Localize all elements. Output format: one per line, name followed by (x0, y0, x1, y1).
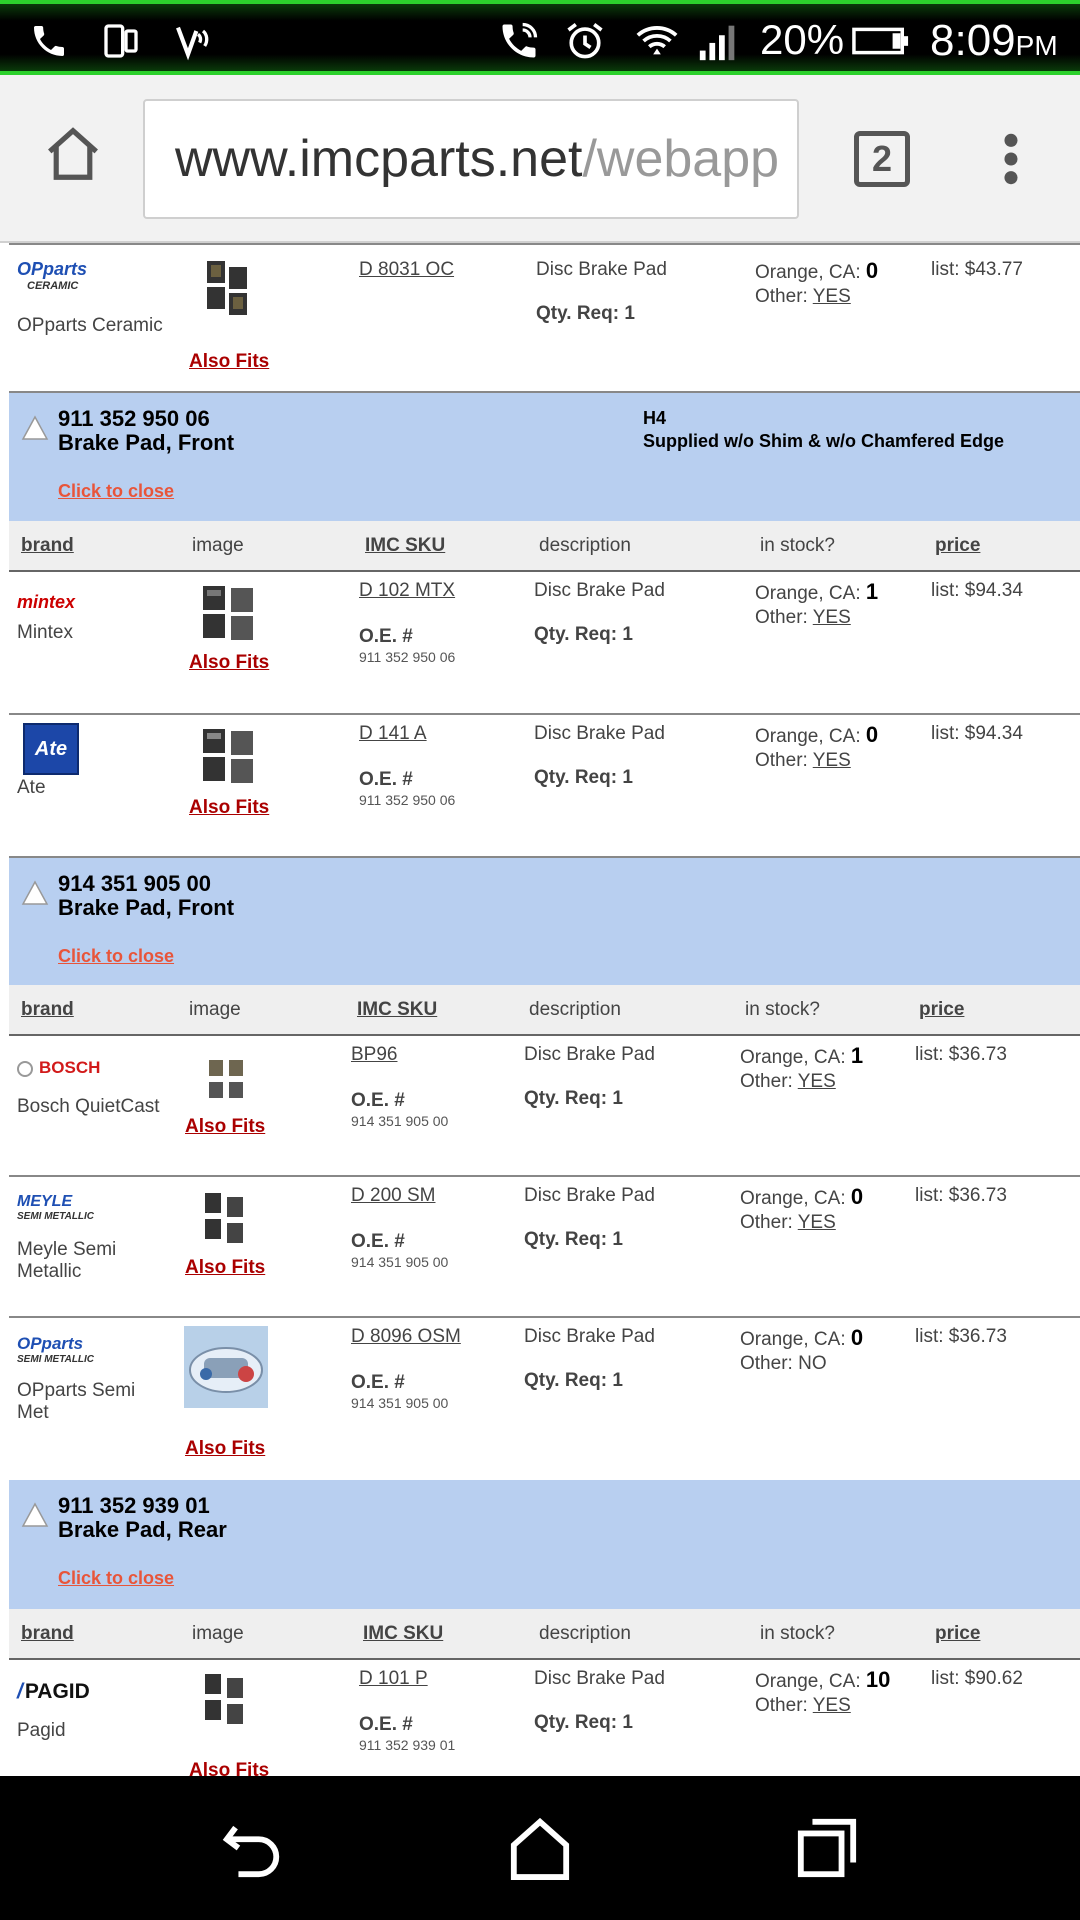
price: list: $36.73 (915, 1185, 1007, 1206)
qty-required: Qty. Req: 1 (534, 767, 633, 788)
product-thumbnail[interactable] (199, 1187, 259, 1249)
description: Disc Brake Pad (536, 259, 667, 280)
part-number: 911 352 939 01 (58, 1493, 210, 1518)
brand-name: Meyle Semi Metallic (17, 1239, 117, 1282)
qty-required: Qty. Req: 1 (524, 1229, 623, 1250)
part-title (58, 872, 234, 920)
oe-number: 914 351 905 00 (351, 1254, 449, 1270)
brand-name: OPparts Ceramic (17, 315, 163, 336)
orange-count: 0 (850, 1184, 864, 1209)
sku-link[interactable]: D 200 SM (351, 1185, 436, 1206)
phone-bluetooth-icon (98, 18, 144, 64)
note-text: Supplied w/o Shim & w/o Chamfered Edge (643, 431, 1005, 451)
price: list: $94.34 (931, 580, 1023, 601)
logo-text: OPparts (17, 259, 88, 279)
oe-number: 911 352 950 06 (359, 649, 456, 665)
brand-name: Bosch QuietCast (17, 1096, 160, 1117)
stock-info (755, 580, 878, 630)
navigation-bar (0, 1776, 1080, 1920)
brand-logo (17, 259, 87, 292)
table-row (9, 1318, 1080, 1480)
home-icon[interactable] (42, 123, 104, 185)
table-row (9, 243, 1080, 393)
qty-required: Qty. Req: 1 (536, 303, 635, 324)
home-nav-icon[interactable] (505, 1816, 575, 1880)
table-header (9, 521, 1080, 572)
oe-number: 911 352 939 01 (359, 1737, 456, 1753)
wifi-icon (634, 18, 680, 64)
sku-link[interactable]: D 101 P (359, 1668, 428, 1689)
product-thumbnail[interactable] (199, 725, 259, 787)
stock-info (740, 1044, 863, 1094)
part-number: 914 351 905 00 (58, 871, 211, 896)
recents-icon[interactable] (792, 1816, 862, 1880)
header-brand[interactable]: brand (21, 535, 74, 556)
phone-icon (26, 18, 72, 64)
orange-count: 0 (865, 258, 879, 283)
orange-label: Orange, CA: (755, 583, 861, 604)
oe-label: O.E. # (359, 1714, 413, 1735)
signal-icon (696, 18, 742, 64)
table-header (9, 1609, 1080, 1660)
clock-ampm: PM (1015, 30, 1058, 61)
url-path: /webapp (582, 130, 780, 188)
oe-label: O.E. # (359, 769, 413, 790)
orange-count: 0 (850, 1325, 864, 1350)
logo-sub: SEMI METALLIC (17, 1211, 95, 1222)
sku-link[interactable]: D 141 A (359, 723, 427, 744)
overflow-menu-icon[interactable] (998, 131, 1024, 187)
description: Disc Brake Pad (524, 1044, 655, 1065)
clock (930, 16, 1058, 66)
header-stock: in stock? (745, 999, 820, 1020)
sku-link[interactable]: D 102 MTX (359, 580, 456, 601)
table-row (9, 1177, 1080, 1318)
logo-text: MEYLE (17, 1193, 73, 1210)
other-stock-value: NO (798, 1353, 827, 1374)
header-price[interactable]: price (919, 999, 965, 1020)
qty-required: Qty. Req: 1 (524, 1088, 623, 1109)
description: Disc Brake Pad (524, 1185, 655, 1206)
other-label: Other: (755, 1695, 808, 1716)
collapse-triangle-icon[interactable] (21, 1502, 49, 1528)
also-fits-link[interactable]: Also Fits (189, 1760, 270, 1776)
header-price[interactable]: price (935, 535, 981, 556)
browser-toolbar (0, 75, 1080, 243)
back-icon[interactable] (218, 1816, 288, 1880)
logo-text: PAGID (24, 1680, 90, 1703)
also-fits-link[interactable]: Also Fits (185, 1116, 266, 1137)
other-stock-link[interactable]: YES (812, 286, 851, 307)
oe-label: O.E. # (351, 1090, 405, 1111)
part-name: Brake Pad, Front (58, 430, 235, 455)
collapse-triangle-icon[interactable] (21, 880, 49, 906)
voicemail-icon (170, 18, 216, 64)
header-brand[interactable]: brand (21, 1623, 74, 1644)
other-stock-link[interactable]: YES (797, 1212, 836, 1233)
oe-number: 914 351 905 00 (351, 1113, 449, 1129)
alarm-icon (562, 18, 608, 64)
description: Disc Brake Pad (534, 1668, 665, 1689)
wifi-calling-icon (496, 18, 542, 64)
table-header (9, 985, 1080, 1036)
table-row (9, 572, 1080, 715)
brand-name: Mintex (17, 622, 73, 643)
header-sku[interactable]: IMC SKU (365, 535, 446, 556)
orange-label: Orange, CA: (740, 1188, 846, 1209)
brand-name: Ate (17, 777, 46, 798)
also-fits-link[interactable]: Also Fits (185, 1257, 266, 1278)
oe-number: 914 351 905 00 (351, 1395, 449, 1411)
price: list: $36.73 (915, 1326, 1007, 1347)
price: list: $94.34 (931, 723, 1023, 744)
part-group-header[interactable] (9, 393, 1080, 521)
orange-label: Orange, CA: (740, 1047, 846, 1068)
oe-label: O.E. # (351, 1372, 405, 1393)
click-to-close-link[interactable]: Click to close (58, 946, 175, 966)
header-image: image (189, 999, 241, 1020)
part-number: 911 352 950 06 (58, 406, 210, 431)
header-sku[interactable]: IMC SKU (357, 999, 438, 1020)
status-bar (0, 0, 1080, 75)
logo-sub: SEMI METALLIC (17, 1354, 95, 1365)
clock-time: 8:09 (930, 16, 1016, 65)
stock-info (755, 259, 878, 309)
stock-info (755, 723, 878, 773)
oe-label: O.E. # (351, 1231, 405, 1252)
part-name: Brake Pad, Front (58, 895, 235, 920)
product-thumbnail[interactable] (184, 1326, 268, 1408)
battery-icon (852, 18, 910, 64)
header-price[interactable]: price (935, 1623, 981, 1644)
brand-logo (17, 1058, 100, 1078)
orange-count: 1 (865, 579, 879, 604)
description: Disc Brake Pad (534, 580, 665, 601)
other-label: Other: (755, 750, 808, 771)
orange-count: 1 (850, 1043, 864, 1068)
orange-label: Orange, CA: (740, 1329, 846, 1350)
part-name: Brake Pad, Rear (58, 1517, 227, 1542)
header-sku[interactable]: IMC SKU (363, 1623, 444, 1644)
part-group-header[interactable] (9, 1480, 1080, 1609)
stock-info (740, 1326, 863, 1376)
logo-text: OPparts (17, 1334, 84, 1353)
header-description: description (539, 535, 631, 556)
orange-label: Orange, CA: (755, 1671, 861, 1692)
orange-count: 0 (865, 722, 879, 747)
orange-label: Orange, CA: (755, 726, 861, 747)
battery-percent: 20% (760, 16, 845, 63)
url-bar[interactable] (143, 99, 799, 219)
description: Disc Brake Pad (534, 723, 665, 744)
table-row (9, 1036, 1080, 1177)
click-to-close-link[interactable]: Click to close (58, 1568, 175, 1588)
brand-logo (17, 1193, 94, 1222)
qty-required: Qty. Req: 1 (534, 1712, 633, 1733)
collapse-triangle-icon[interactable] (21, 415, 49, 441)
also-fits-link[interactable]: Also Fits (189, 351, 270, 372)
product-thumbnail[interactable] (197, 1048, 257, 1110)
header-brand[interactable]: brand (21, 999, 74, 1020)
sku-link[interactable]: BP96 (351, 1044, 398, 1065)
header-stock: in stock? (760, 535, 835, 556)
brand-name: OPparts Semi Met (17, 1380, 136, 1423)
oe-number: 911 352 950 06 (359, 792, 456, 808)
price: list: $36.73 (915, 1044, 1007, 1065)
price: list: $43.77 (931, 259, 1023, 280)
also-fits-link[interactable]: Also Fits (189, 652, 270, 673)
sku-link[interactable]: D 8096 OSM (351, 1326, 461, 1347)
also-fits-link[interactable]: Also Fits (189, 797, 270, 818)
orange-label: Orange, CA: (755, 262, 861, 283)
product-thumbnail[interactable] (199, 582, 259, 644)
part-title (58, 1494, 227, 1542)
price: list: $90.62 (931, 1668, 1023, 1689)
product-thumbnail[interactable] (199, 1668, 259, 1730)
other-stock-link[interactable]: YES (812, 750, 851, 771)
table-row (9, 715, 1080, 858)
table-row (9, 1660, 1080, 1776)
brand-logo: /PAGID (17, 1680, 90, 1703)
logo-text: BOSCH (39, 1058, 101, 1077)
header-description: description (539, 1623, 631, 1644)
other-stock-link[interactable]: YES (797, 1071, 836, 1092)
qty-required: Qty. Req: 1 (534, 624, 633, 645)
url-host: www.imcparts.net (175, 130, 583, 188)
stock-info (755, 1668, 890, 1718)
also-fits-link[interactable]: Also Fits (185, 1438, 266, 1459)
orange-count: 10 (865, 1667, 891, 1692)
brand-logo: mintex (17, 592, 76, 612)
note-title: H4 (643, 408, 667, 428)
oe-label: O.E. # (359, 626, 413, 647)
product-thumbnail[interactable] (203, 257, 263, 319)
part-note (643, 407, 1004, 453)
brand-name: Pagid (17, 1720, 66, 1741)
click-to-close-link[interactable]: Click to close (58, 481, 175, 501)
other-label: Other: (755, 607, 808, 628)
other-label: Other: (740, 1071, 793, 1092)
other-stock-link[interactable]: YES (812, 607, 851, 628)
logo-sub: CERAMIC (27, 280, 79, 292)
header-image: image (192, 1623, 244, 1644)
sku-link[interactable]: D 8031 OC (359, 259, 455, 280)
page-content (0, 243, 1080, 1776)
header-description: description (529, 999, 621, 1020)
stock-info (740, 1185, 863, 1235)
qty-required: Qty. Req: 1 (524, 1370, 623, 1391)
description: Disc Brake Pad (524, 1326, 655, 1347)
header-image: image (192, 535, 244, 556)
other-label: Other: (740, 1212, 793, 1233)
brand-logo (17, 1334, 94, 1365)
brand-logo: Ate (23, 723, 79, 775)
part-title (58, 407, 234, 455)
part-group-header[interactable] (9, 858, 1080, 985)
other-label: Other: (740, 1353, 793, 1374)
tab-switcher-button[interactable]: 2 (854, 131, 910, 187)
header-stock: in stock? (760, 1623, 835, 1644)
other-stock-link[interactable]: YES (812, 1695, 851, 1716)
other-label: Other: (755, 286, 808, 307)
